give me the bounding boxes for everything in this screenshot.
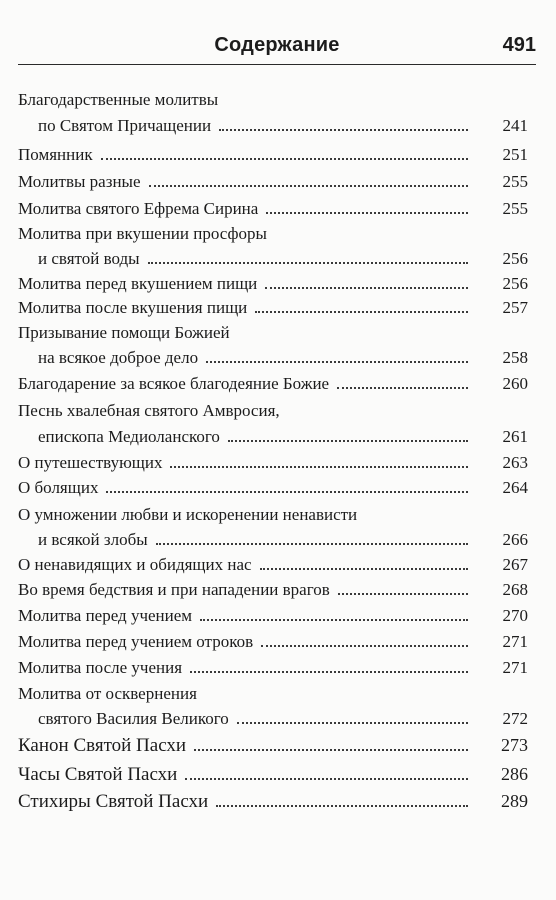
toc-entry-title: Молитва после вкушения пищи — [18, 298, 248, 317]
toc-entry — [18, 374, 528, 394]
dot-leader — [200, 618, 468, 621]
toc-entry-title: Молитва перед вкушением пищи — [18, 274, 258, 293]
toc-entry-title: Помянник — [18, 145, 93, 164]
toc-entry-title: Молитва перед учением отроков — [18, 632, 254, 651]
dot-leader — [228, 439, 468, 442]
dot-leader — [106, 490, 468, 493]
dot-leader — [101, 157, 468, 160]
dot-leader — [216, 804, 468, 807]
toc-entry — [18, 453, 528, 473]
toc-entry-title: Стихиры Святой Пасхи — [18, 791, 209, 812]
toc-entry-title: Молитва от осквернения — [18, 684, 197, 703]
toc-entry — [18, 478, 528, 498]
dot-leader — [170, 465, 468, 468]
toc-entry-title: Молитва святого Ефрема Сирина — [18, 199, 259, 218]
toc-entry-title: Благодарственные молитвы — [18, 90, 219, 109]
toc-entry-title: Молитвы разные — [18, 172, 141, 191]
toc-page-number: 271 — [502, 658, 528, 677]
toc-entry-title: О путешествующих — [18, 453, 163, 472]
dot-leader — [156, 542, 468, 545]
toc-entry — [18, 505, 528, 550]
dot-leader — [185, 777, 468, 780]
toc-entry-title: Молитва при вкушении просфоры — [18, 224, 267, 243]
toc-page-number: 241 — [502, 116, 528, 135]
toc-entry-title-continued: святого Василия Великого — [38, 709, 229, 728]
toc-page-number: 257 — [502, 298, 528, 317]
toc-page-number: 267 — [502, 555, 528, 574]
running-header — [18, 24, 536, 65]
toc-entry — [18, 298, 528, 318]
toc-entry-title: Благодарение за всякое благодеяние Божие — [18, 374, 330, 393]
toc-page-number: 263 — [502, 453, 528, 472]
toc-entry-title: Молитва после учения — [18, 658, 183, 677]
toc-page-number: 251 — [502, 145, 528, 164]
toc-entry-title: Во время бедствия и при нападении врагов — [18, 580, 330, 599]
toc-page-number: 273 — [501, 735, 528, 755]
dot-leader — [219, 128, 468, 131]
dot-leader — [237, 721, 468, 724]
toc-entry — [18, 658, 528, 678]
dot-leader — [149, 184, 468, 187]
toc-entry-title: Канон Святой Пасхи — [18, 735, 187, 756]
toc-page-number: 256 — [502, 274, 528, 293]
dot-leader — [206, 360, 468, 363]
toc-page-number: 266 — [502, 530, 528, 549]
toc-page-number: 256 — [502, 249, 528, 268]
toc-page-number: 264 — [502, 478, 528, 497]
toc-entry-title: О болящих — [18, 478, 99, 497]
toc-page-number: 255 — [502, 199, 528, 218]
toc-entry — [18, 684, 528, 729]
toc-entry — [18, 401, 528, 447]
toc-entry-title-continued: на всякое доброе дело — [38, 348, 199, 367]
toc-page-number: 261 — [502, 427, 528, 446]
dot-leader — [261, 644, 468, 647]
toc-entry-title-continued: и всякой злобы — [38, 530, 148, 549]
toc-entry — [18, 555, 528, 575]
toc-entry — [18, 90, 528, 142]
toc-entry-title: О ненавидящих и обидящих нас — [18, 555, 252, 574]
toc-entry-title: Призывание помощи Божией — [18, 323, 230, 342]
toc-page-number: 258 — [502, 348, 528, 367]
dot-leader — [266, 211, 468, 214]
toc-entry — [18, 172, 528, 192]
dot-leader — [337, 386, 468, 389]
toc-entry-title: Молитва перед учением — [18, 606, 193, 625]
toc-entry — [18, 791, 528, 813]
header-page-number: 491 — [502, 34, 536, 56]
toc-page-number: 289 — [501, 791, 528, 811]
toc-entry — [18, 764, 528, 786]
dot-leader — [194, 748, 468, 751]
dot-leader — [148, 261, 468, 264]
toc-page-number: 271 — [502, 632, 528, 651]
toc-entry — [18, 580, 528, 600]
dot-leader — [190, 670, 468, 673]
dot-leader — [260, 567, 468, 570]
toc-page-number: 286 — [501, 764, 528, 784]
toc-entry-title-continued: и святой воды — [38, 249, 140, 268]
toc-entry — [18, 224, 528, 269]
toc-entry — [18, 274, 528, 294]
toc-entry-title-continued: по Святом Причащении — [38, 116, 212, 135]
toc-entry — [18, 735, 528, 757]
toc-page-number: 255 — [502, 172, 528, 191]
toc-entry — [18, 323, 528, 368]
toc-page-number: 272 — [502, 709, 528, 728]
dot-leader — [265, 286, 468, 289]
toc-page-number: 268 — [502, 580, 528, 599]
toc-entry-title: О умножении любви и искоренении ненависти — [18, 505, 358, 524]
page-title: Содержание — [214, 34, 340, 56]
toc-entry — [18, 199, 528, 219]
toc-page-number: 260 — [502, 374, 528, 393]
toc-page-number: 270 — [502, 606, 528, 625]
toc-entry-title: Часы Святой Пасхи — [18, 764, 178, 785]
dot-leader — [338, 592, 468, 595]
toc-entry — [18, 145, 528, 165]
toc-entry-title: Песнь хвалебная святого Амвросия, — [18, 401, 280, 420]
toc-entry — [18, 606, 528, 626]
dot-leader — [255, 310, 468, 313]
toc-entry-title-continued: епископа Медиоланского — [38, 427, 220, 446]
toc-entry — [18, 632, 528, 652]
